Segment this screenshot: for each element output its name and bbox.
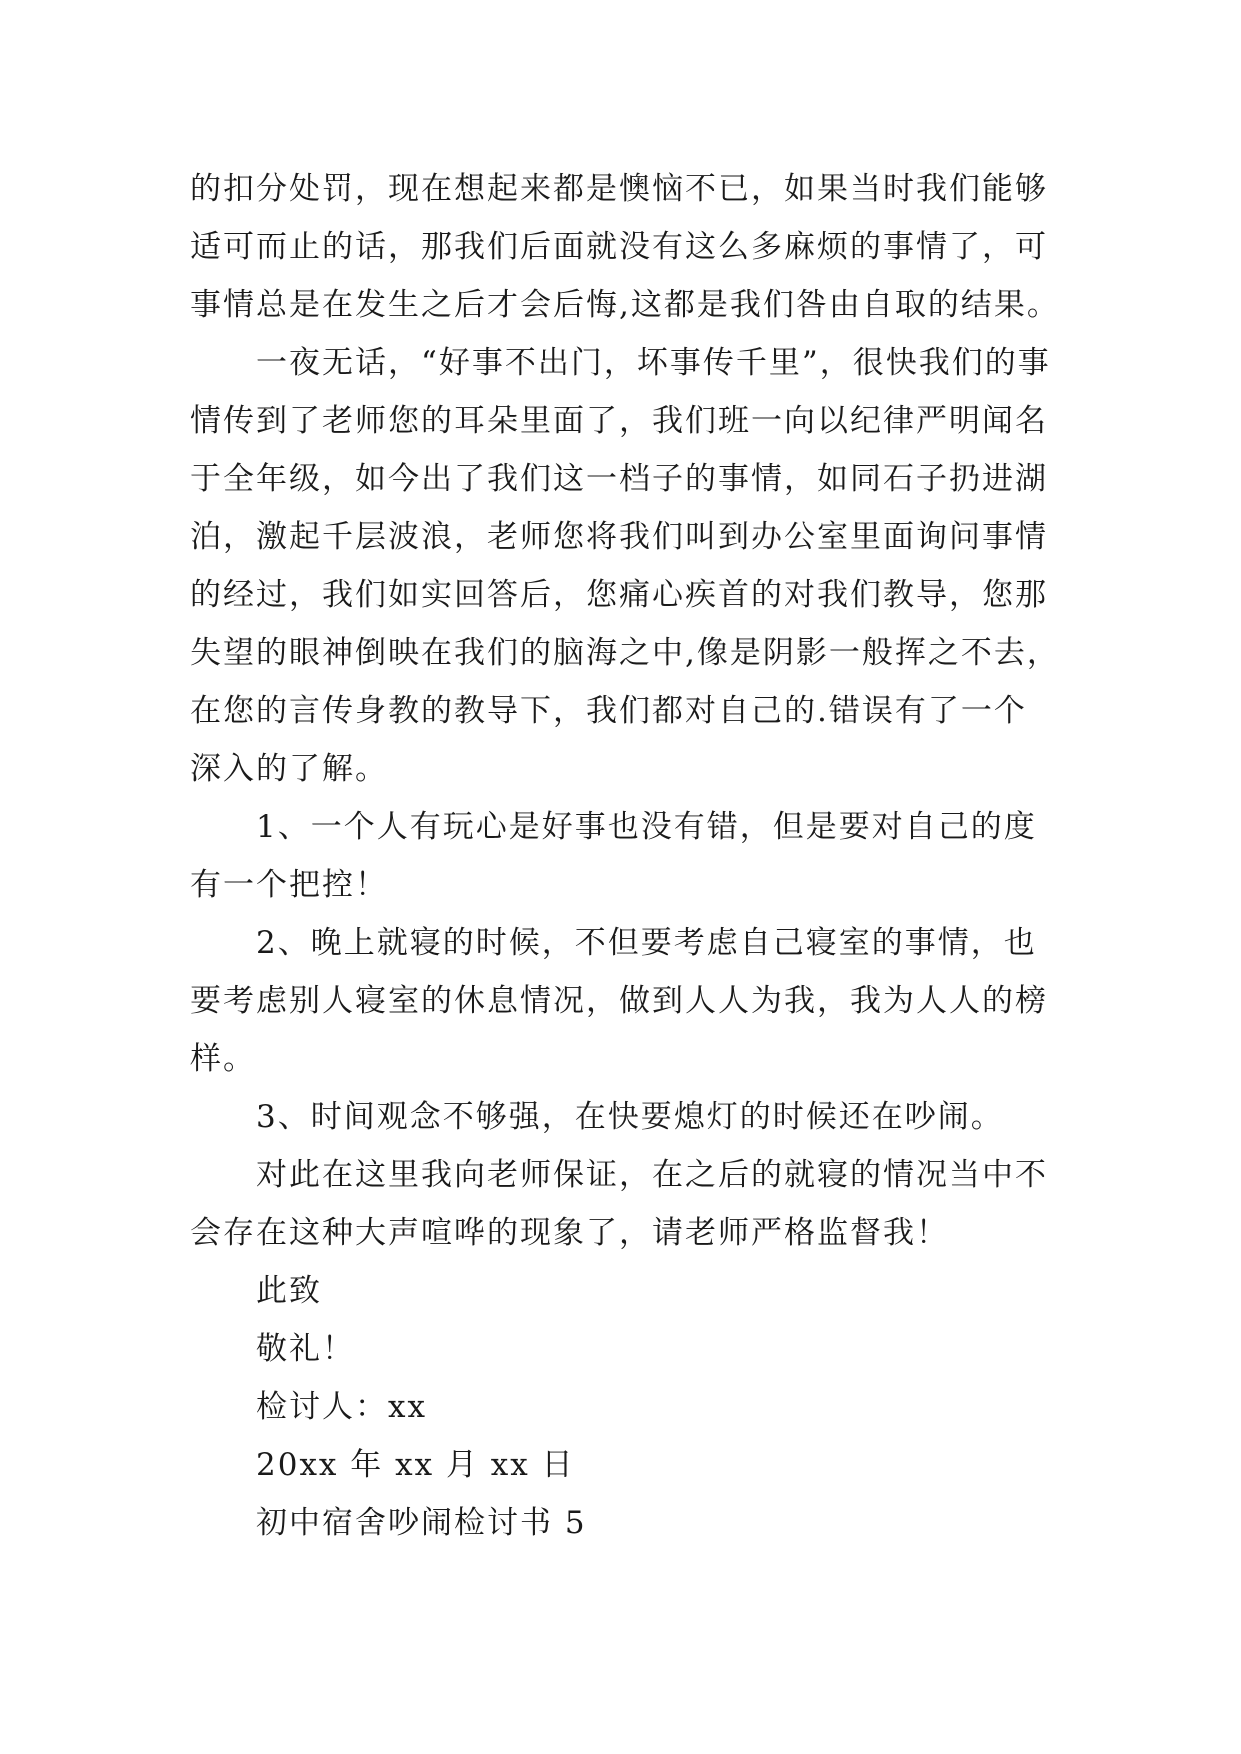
text-line: 敬礼！ [256,1331,355,1367]
text-line: 深入的了解。 [190,751,388,787]
text-line: 检讨人：xx [256,1389,427,1425]
text-line: 失望的眼神倒映在我们的脑海之中,像是阴影一般挥之不去， [190,635,1060,671]
text-line: 3、时间观念不够强，在快要熄灯的时候还在吵闹。 [256,1099,1004,1135]
text-line: 适可而止的话，那我们后面就没有这么多麻烦的事情了，可 [190,229,1048,265]
text-line: 泊，激起千层波浪，老师您将我们叫到办公室里面询问事情 [190,519,1048,555]
text-line: 样。 [190,1041,256,1077]
text-line: 的扣分处罚，现在想起来都是懊恼不已，如果当时我们能够 [190,171,1048,207]
text-line: 于全年级，如今出了我们这一档子的事情，如同石子扔进湖 [190,461,1048,497]
text-line: 对此在这里我向老师保证，在之后的就寝的情况当中不 [256,1157,1048,1193]
text-line: 初中宿舍吵闹检讨书 5 [256,1505,587,1541]
text-line: 会存在这种大声喧哗的现象了，请老师严格监督我！ [190,1215,949,1251]
text-line: 情传到了老师您的耳朵里面了，我们班一向以纪律严明闻名 [190,403,1048,439]
text-line: 1、一个人有玩心是好事也没有错，但是要对自己的度 [256,809,1037,845]
text-line: 一夜无话，“好事不出门，坏事传千里”，很快我们的事 [256,345,1051,381]
document-body [190,160,1070,1552]
text-line: 此致 [256,1273,322,1309]
text-line: 有一个把控！ [190,867,388,903]
text-line: 20xx 年 xx 月 xx 日 [256,1447,575,1483]
text-line: 在您的言传身教的教导下，我们都对自己的.错误有了一个 [190,693,1027,729]
text-line: 要考虑别人寝室的休息情况，做到人人为我，我为人人的榜 [190,983,1048,1019]
text-line: 的经过，我们如实回答后，您痛心疾首的对我们教导，您那 [190,577,1048,613]
text-line: 2、晚上就寝的时候，不但要考虑自己寝室的事情，也 [256,925,1037,961]
text-line: 事情总是在发生之后才会后悔,这都是我们咎由自取的结果。 [190,287,1060,323]
